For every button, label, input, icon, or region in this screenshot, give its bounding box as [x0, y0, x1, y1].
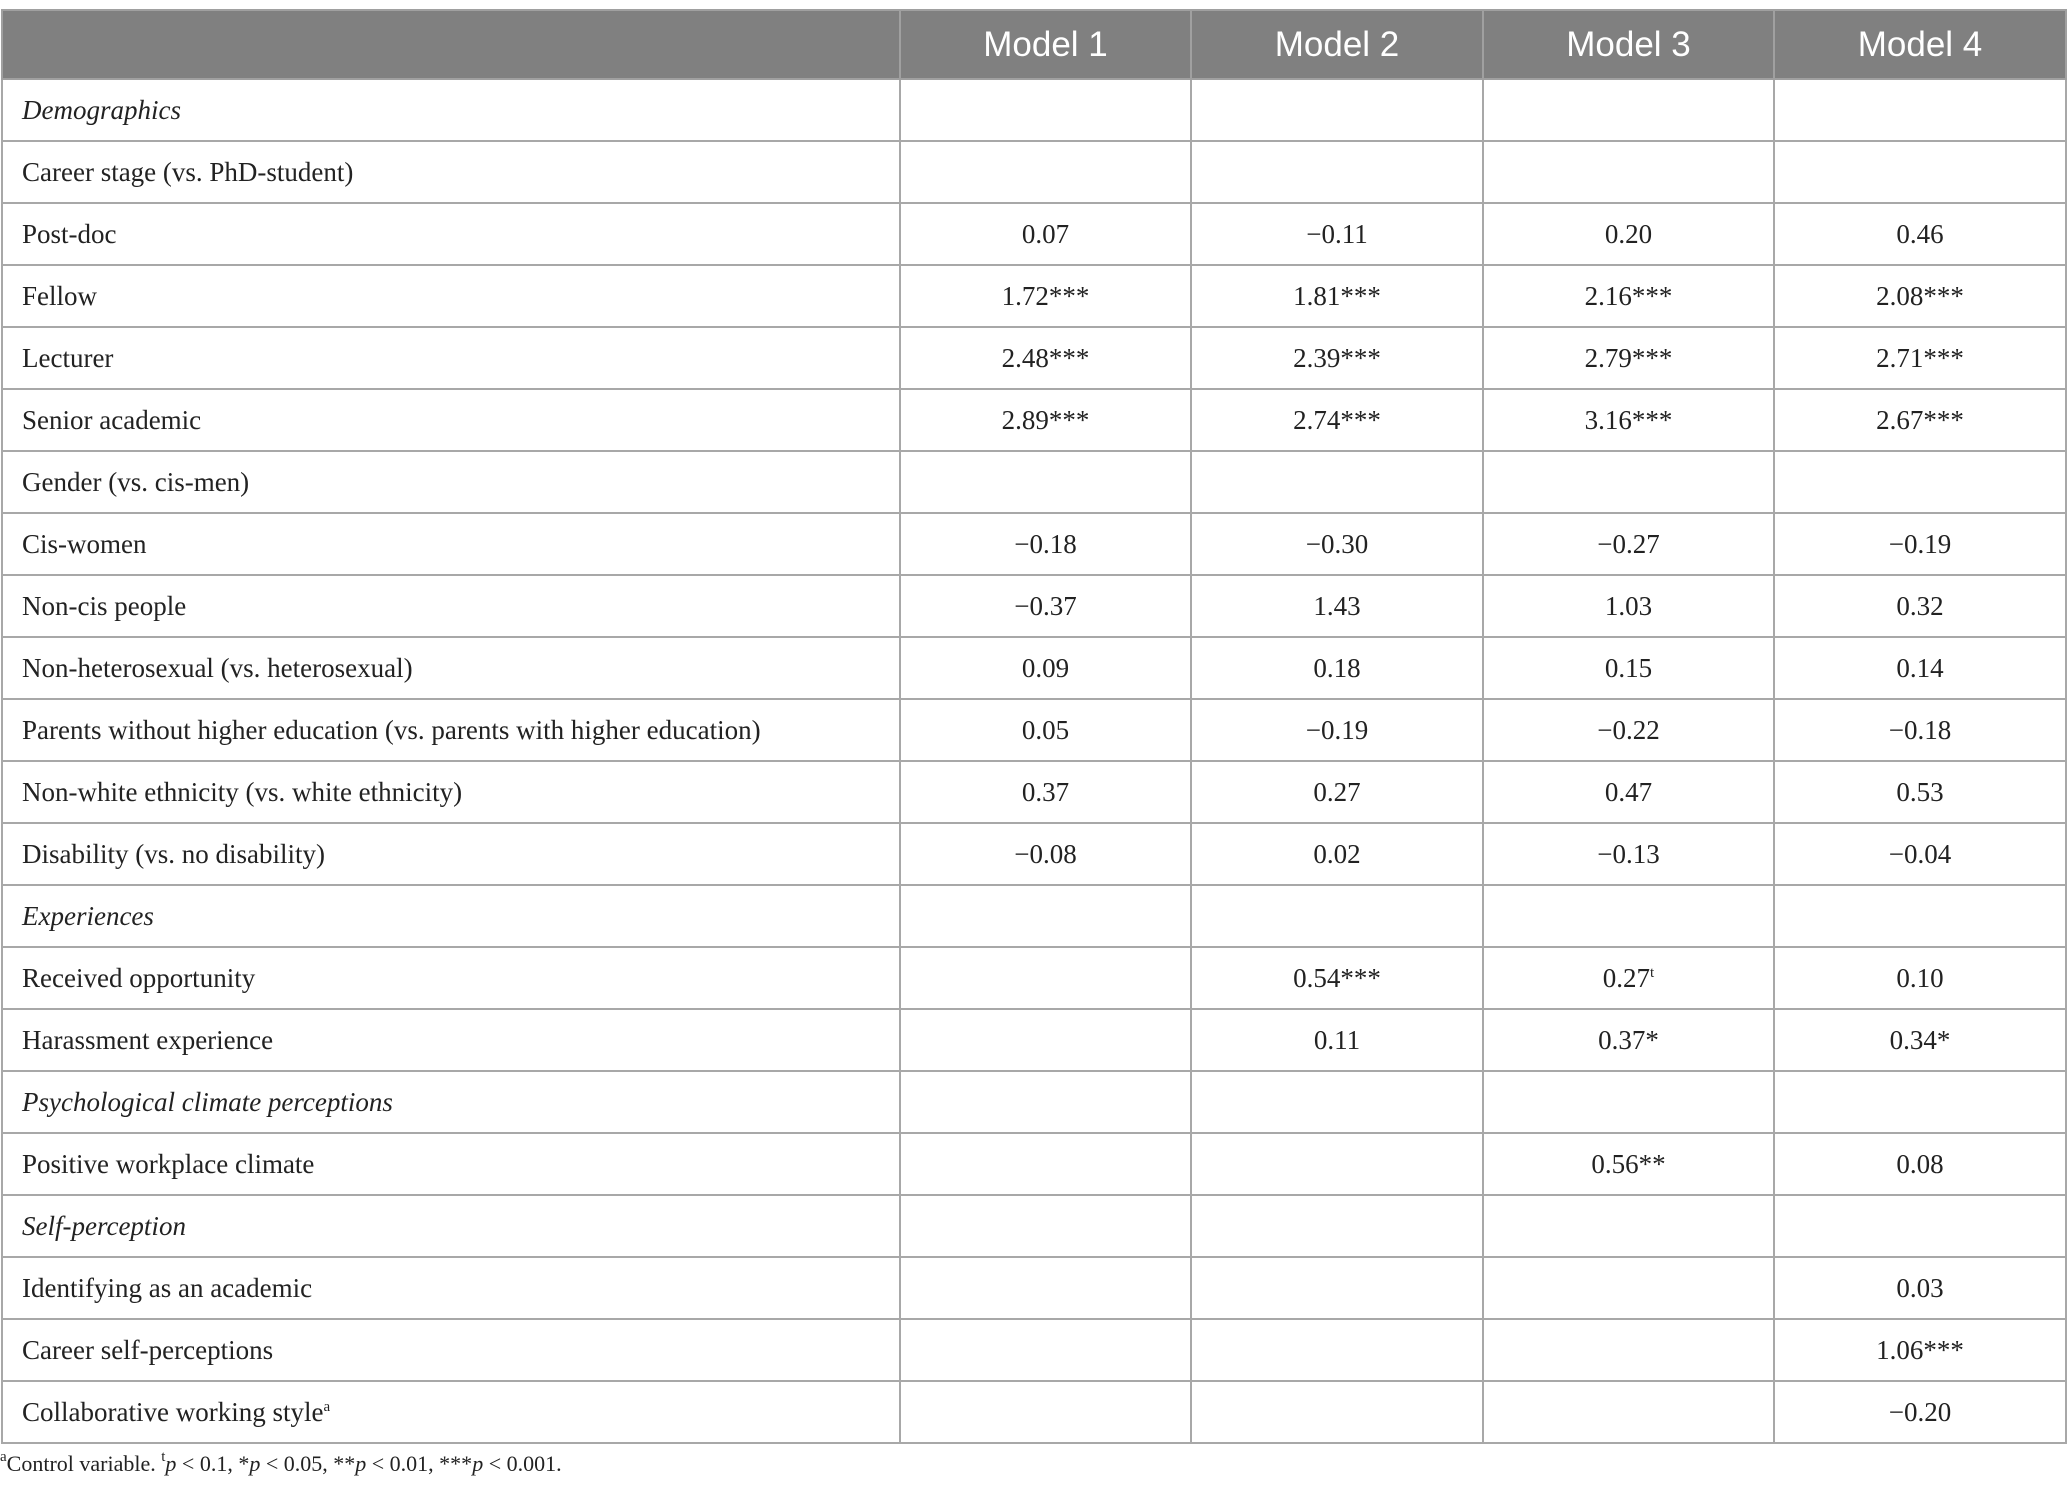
coefficient-value: 0.14 — [1896, 652, 1944, 683]
coefficient-cell-model-1 — [900, 1071, 1191, 1133]
row-label: Cis-women — [22, 528, 147, 559]
coefficient-value: 1.81*** — [1293, 280, 1381, 311]
row-label-cell — [2, 637, 900, 699]
table-row — [2, 327, 2066, 389]
coefficient-value: −0.37 — [1014, 590, 1077, 621]
coefficient-cell-model-4 — [1774, 389, 2066, 451]
coefficient-value: −0.08 — [1014, 838, 1077, 869]
coefficient-cell-model-2 — [1191, 575, 1483, 637]
row-label-cell — [2, 1257, 900, 1319]
coefficient-cell-model-4 — [1774, 947, 2066, 1009]
coefficient-value: 0.03 — [1896, 1272, 1944, 1303]
footnote-trend-marker: t — [161, 1449, 166, 1465]
row-label-cell — [2, 575, 900, 637]
coefficient-value: −0.19 — [1305, 714, 1369, 745]
row-label-cell — [2, 451, 900, 513]
section-header-row — [2, 1071, 2066, 1133]
coefficient-cell-model-3 — [1483, 1133, 1774, 1195]
coefficient-cell-model-4 — [1774, 1257, 2066, 1319]
coefficient-value: −0.18 — [1014, 528, 1077, 559]
coefficient-cell-model-1 — [900, 141, 1191, 203]
row-label-cell — [2, 761, 900, 823]
coefficient-cell-model-4 — [1774, 1071, 2066, 1133]
coefficient-cell-model-1 — [900, 1319, 1191, 1381]
coefficient-cell-model-3 — [1483, 327, 1774, 389]
coefficient-value: 3.16*** — [1584, 404, 1673, 435]
row-label-cell — [2, 885, 900, 947]
header-cell-model-1: Model 1 — [900, 10, 1191, 79]
coefficient-cell-model-3 — [1483, 203, 1774, 265]
coefficient-value: 1.72*** — [1001, 280, 1090, 311]
coefficient-cell-model-2 — [1191, 1195, 1483, 1257]
row-label-cell — [2, 265, 900, 327]
coefficient-cell-model-3 — [1483, 1071, 1774, 1133]
row-label-cell — [2, 141, 900, 203]
row-label: Self-perception — [22, 1210, 186, 1241]
coefficient-value: 2.16*** — [1584, 280, 1673, 311]
coefficient-cell-model-4 — [1774, 1381, 2066, 1443]
coefficient-value: 2.79*** — [1584, 342, 1673, 373]
coefficient-value: 0.09 — [1021, 652, 1070, 683]
coefficient-value: 0.07 — [1021, 218, 1070, 249]
coefficient-value: −0.04 — [1888, 838, 1952, 869]
coefficient-cell-model-1 — [900, 265, 1191, 327]
row-label-cell — [2, 1071, 900, 1133]
table-row — [2, 203, 2066, 265]
coefficient-value: 0.18 — [1313, 652, 1361, 683]
footnote-p-symbol: p — [355, 1451, 367, 1476]
row-label: Disability (vs. no disability) — [22, 838, 325, 869]
coefficient-value: −0.18 — [1888, 714, 1952, 745]
row-label-cell — [2, 1319, 900, 1381]
coefficient-value: 2.08*** — [1876, 280, 1964, 311]
coefficient-cell-model-3 — [1483, 947, 1774, 1009]
subheading-row — [2, 451, 2066, 513]
table-row — [2, 947, 2066, 1009]
table-row — [2, 513, 2066, 575]
coefficient-cell-model-2 — [1191, 947, 1483, 1009]
coefficient-cell-model-3 — [1483, 79, 1774, 141]
table-row — [2, 575, 2066, 637]
row-label: Career self-perceptions — [22, 1334, 274, 1365]
coefficient-value: 2.67*** — [1876, 404, 1964, 435]
row-label: Lecturer — [22, 342, 114, 373]
table-header-row — [2, 10, 2066, 79]
coefficient-cell-model-2 — [1191, 823, 1483, 885]
table-row — [2, 265, 2066, 327]
table-row — [2, 699, 2066, 761]
row-label-cell — [2, 327, 900, 389]
row-label: Identifying as an academic — [22, 1272, 313, 1303]
coefficient-cell-model-4 — [1774, 699, 2066, 761]
significance-marker: t — [1650, 964, 1655, 981]
row-label: Non-heterosexual (vs. heterosexual) — [22, 652, 413, 683]
coefficient-value: 0.10 — [1896, 962, 1944, 993]
coefficient-value: 0.34* — [1889, 1024, 1951, 1055]
table-footnote — [0, 1451, 562, 1477]
coefficient-value: −0.27 — [1597, 528, 1660, 559]
coefficient-cell-model-2 — [1191, 1257, 1483, 1319]
coefficient-value: 0.37 — [1021, 776, 1070, 807]
row-label-footnote-marker: a — [323, 1398, 331, 1415]
coefficient-cell-model-3 — [1483, 1257, 1774, 1319]
coefficient-cell-model-2 — [1191, 1133, 1483, 1195]
section-header-row — [2, 1195, 2066, 1257]
coefficient-cell-model-3 — [1483, 1009, 1774, 1071]
coefficient-cell-model-2 — [1191, 265, 1483, 327]
coefficient-value: 0.56** — [1591, 1148, 1666, 1179]
header-cell-model-2: Model 2 — [1191, 10, 1483, 79]
coefficient-cell-model-4 — [1774, 885, 2066, 947]
coefficient-value: 2.39*** — [1293, 342, 1381, 373]
row-label: Gender (vs. cis-men) — [22, 466, 250, 497]
table-row — [2, 823, 2066, 885]
table-row — [2, 637, 2066, 699]
coefficient-cell-model-3 — [1483, 575, 1774, 637]
coefficient-value: −0.20 — [1888, 1396, 1952, 1427]
coefficient-cell-model-3 — [1483, 1381, 1774, 1443]
coefficient-cell-model-4 — [1774, 265, 2066, 327]
row-label-cell — [2, 389, 900, 451]
coefficient-cell-model-3 — [1483, 265, 1774, 327]
coefficient-cell-model-4 — [1774, 1009, 2066, 1071]
row-label: Post-doc — [22, 218, 117, 249]
footnote-one-star-threshold: < 0.05, ** — [260, 1451, 356, 1476]
header-cell-predictor — [2, 10, 900, 79]
footnote-two-star-threshold: < 0.01, *** — [366, 1451, 473, 1476]
coefficient-value: 2.71*** — [1876, 342, 1964, 373]
table-row — [2, 761, 2066, 823]
coefficient-cell-model-4 — [1774, 79, 2066, 141]
coefficient-cell-model-2 — [1191, 79, 1483, 141]
coefficient-cell-model-2 — [1191, 203, 1483, 265]
row-label-cell — [2, 699, 900, 761]
coefficient-cell-model-1 — [900, 823, 1191, 885]
row-label: Experiences — [22, 900, 154, 931]
coefficient-value: 2.74*** — [1293, 404, 1381, 435]
coefficient-value: 0.37* — [1598, 1024, 1659, 1055]
coefficient-cell-model-2 — [1191, 389, 1483, 451]
coefficient-cell-model-3 — [1483, 513, 1774, 575]
row-label-cell — [2, 1195, 900, 1257]
table-row — [2, 1133, 2066, 1195]
coefficient-cell-model-3 — [1483, 761, 1774, 823]
coefficient-cell-model-4 — [1774, 451, 2066, 513]
coefficient-cell-model-1 — [900, 513, 1191, 575]
coefficient-cell-model-1 — [900, 947, 1191, 1009]
coefficient-value: 1.03 — [1604, 590, 1653, 621]
coefficient-value: −0.11 — [1306, 218, 1368, 249]
footnote-p-symbol: p — [249, 1451, 261, 1476]
coefficient-value: 0.15 — [1604, 652, 1653, 683]
row-label-cell — [2, 513, 900, 575]
coefficient-cell-model-1 — [900, 1257, 1191, 1319]
row-label: Positive workplace climate — [22, 1148, 315, 1179]
coefficient-cell-model-1 — [900, 79, 1191, 141]
coefficient-cell-model-3 — [1483, 699, 1774, 761]
coefficient-value: 0.53 — [1896, 776, 1944, 807]
coefficient-value: 0.46 — [1896, 218, 1944, 249]
coefficient-value: −0.19 — [1888, 528, 1952, 559]
row-label: Career stage (vs. PhD-student) — [22, 156, 354, 187]
coefficient-value: 0.20 — [1604, 218, 1653, 249]
row-label: Demographics — [22, 94, 181, 125]
header-cell-model-4: Model 4 — [1774, 10, 2066, 79]
coefficient-cell-model-2 — [1191, 699, 1483, 761]
section-header-row — [2, 885, 2066, 947]
coefficient-cell-model-2 — [1191, 1071, 1483, 1133]
coefficient-cell-model-3 — [1483, 1319, 1774, 1381]
coefficient-value: 2.48*** — [1001, 342, 1090, 373]
coefficient-value: 0.11 — [1313, 1024, 1361, 1055]
row-label-cell — [2, 1133, 900, 1195]
coefficient-value: −0.30 — [1305, 528, 1369, 559]
row-label-cell — [2, 1009, 900, 1071]
coefficient-value: 0.47 — [1604, 776, 1653, 807]
row-label: Parents without higher education (vs. parents with higher education) — [22, 714, 761, 745]
row-label: Non-white ethnicity (vs. white ethnicity) — [22, 776, 463, 807]
coefficient-cell-model-3 — [1483, 141, 1774, 203]
row-label-cell — [2, 823, 900, 885]
coefficient-cell-model-4 — [1774, 1319, 2066, 1381]
row-label: Received opportunity — [22, 962, 256, 993]
footnote-p-symbol: p — [165, 1451, 177, 1476]
coefficient-cell-model-2 — [1191, 1009, 1483, 1071]
row-label-cell — [2, 203, 900, 265]
row-label: Collaborative working style — [22, 1396, 324, 1427]
table-row — [2, 1009, 2066, 1071]
coefficient-value: 0.02 — [1313, 838, 1361, 869]
coefficient-cell-model-1 — [900, 885, 1191, 947]
coefficient-cell-model-2 — [1191, 761, 1483, 823]
coefficient-cell-model-1 — [900, 327, 1191, 389]
row-label: Senior academic — [22, 404, 202, 435]
row-label: Non-cis people — [22, 590, 187, 621]
coefficient-cell-model-4 — [1774, 1195, 2066, 1257]
coefficient-cell-model-2 — [1191, 1319, 1483, 1381]
coefficient-cell-model-3 — [1483, 389, 1774, 451]
coefficient-cell-model-4 — [1774, 1133, 2066, 1195]
coefficient-cell-model-1 — [900, 1381, 1191, 1443]
footnote-trend-threshold: < 0.1, * — [176, 1451, 250, 1476]
coefficient-value: 2.89*** — [1001, 404, 1090, 435]
coefficient-cell-model-2 — [1191, 513, 1483, 575]
coefficient-cell-model-4 — [1774, 823, 2066, 885]
coefficient-cell-model-1 — [900, 1009, 1191, 1071]
coefficient-cell-model-4 — [1774, 141, 2066, 203]
coefficient-cell-model-4 — [1774, 513, 2066, 575]
coefficient-cell-model-3 — [1483, 451, 1774, 513]
coefficient-value: 0.32 — [1896, 590, 1944, 621]
coefficient-value: 0.27 — [1313, 776, 1361, 807]
coefficient-cell-model-1 — [900, 699, 1191, 761]
coefficient-cell-model-4 — [1774, 575, 2066, 637]
coefficient-cell-model-1 — [900, 1133, 1191, 1195]
coefficient-cell-model-1 — [900, 1195, 1191, 1257]
coefficient-cell-model-4 — [1774, 327, 2066, 389]
subheading-row — [2, 141, 2066, 203]
coefficient-cell-model-4 — [1774, 637, 2066, 699]
coefficient-cell-model-2 — [1191, 1381, 1483, 1443]
coefficient-cell-model-3 — [1483, 823, 1774, 885]
row-label-cell — [2, 947, 900, 1009]
coefficient-value: 0.27 — [1602, 962, 1651, 993]
coefficient-cell-model-2 — [1191, 451, 1483, 513]
coefficient-cell-model-3 — [1483, 1195, 1774, 1257]
footnote-p-symbol: p — [472, 1451, 484, 1476]
coefficient-cell-model-4 — [1774, 761, 2066, 823]
coefficient-cell-model-1 — [900, 761, 1191, 823]
row-label: Fellow — [22, 280, 98, 311]
table-row — [2, 1381, 2066, 1443]
row-label-cell — [2, 79, 900, 141]
coefficient-cell-model-1 — [900, 575, 1191, 637]
row-label: Psychological climate perceptions — [22, 1086, 393, 1117]
coefficient-cell-model-4 — [1774, 203, 2066, 265]
coefficient-cell-model-3 — [1483, 637, 1774, 699]
coefficient-value: 0.08 — [1896, 1148, 1944, 1179]
table-row — [2, 1257, 2066, 1319]
row-label: Harassment experience — [22, 1024, 274, 1055]
table-body — [2, 79, 2066, 1443]
coefficient-cell-model-3 — [1483, 885, 1774, 947]
coefficient-cell-model-1 — [900, 203, 1191, 265]
coefficient-cell-model-1 — [900, 637, 1191, 699]
regression-results-table — [1, 9, 2067, 1444]
coefficient-cell-model-2 — [1191, 637, 1483, 699]
coefficient-value: −0.22 — [1597, 714, 1660, 745]
section-header-row — [2, 79, 2066, 141]
coefficient-cell-model-2 — [1191, 327, 1483, 389]
header-cell-model-3: Model 3 — [1483, 10, 1774, 79]
footnote-three-star-threshold: < 0.001. — [483, 1451, 562, 1476]
coefficient-cell-model-2 — [1191, 885, 1483, 947]
coefficient-value: 1.06*** — [1876, 1334, 1964, 1365]
coefficient-value: 0.54*** — [1293, 962, 1381, 993]
coefficient-value: −0.13 — [1597, 838, 1660, 869]
coefficient-value: 0.05 — [1021, 714, 1070, 745]
coefficient-value: 1.43 — [1313, 590, 1361, 621]
footnote-control-text: Control variable. — [6, 1451, 162, 1476]
footnote-control-marker: a — [0, 1449, 7, 1465]
coefficient-cell-model-2 — [1191, 141, 1483, 203]
table-row — [2, 389, 2066, 451]
table-row — [2, 1319, 2066, 1381]
row-label-cell — [2, 1381, 900, 1443]
coefficient-cell-model-1 — [900, 389, 1191, 451]
coefficient-cell-model-1 — [900, 451, 1191, 513]
